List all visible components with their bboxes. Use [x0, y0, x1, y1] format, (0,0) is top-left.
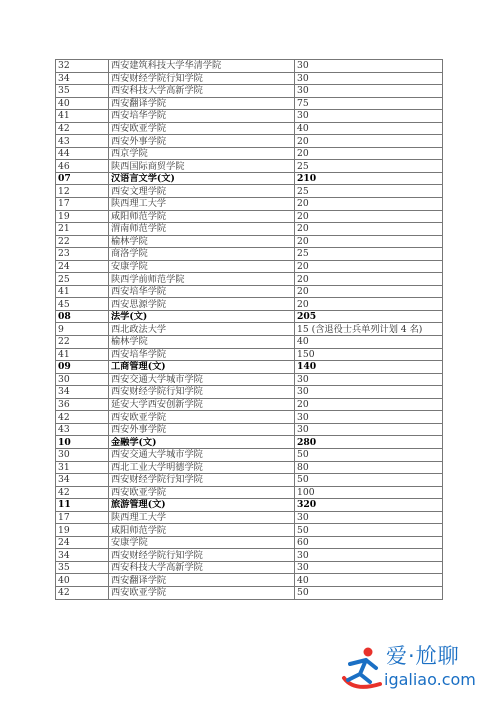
code-cell: 22 [56, 235, 109, 248]
school-cell: 西安财经学院行知学院 [109, 474, 295, 487]
school-cell: 西安文理学院 [109, 185, 295, 198]
count-cell: 40 [295, 574, 443, 587]
school-cell: 西安财经学院行知学院 [109, 72, 295, 85]
code-cell: 24 [56, 260, 109, 273]
count-cell: 100 [295, 486, 443, 499]
count-cell: 60 [295, 536, 443, 549]
code-cell: 43 [56, 135, 109, 148]
count-cell: 30 [295, 549, 443, 562]
count-cell: 30 [295, 110, 443, 123]
table-row [56, 373, 443, 386]
code-cell: 32 [56, 60, 109, 73]
table-row [56, 298, 443, 311]
count-cell: 30 [295, 386, 443, 399]
code-cell: 10 [56, 436, 109, 449]
code-cell: 9 [56, 323, 109, 336]
admission-quota-table [55, 59, 443, 600]
code-cell: 25 [56, 273, 109, 286]
school-cell: 西安外事学院 [109, 135, 295, 148]
school-cell: 咸阳师范学院 [109, 524, 295, 537]
count-cell: 20 [295, 210, 443, 223]
school-cell: 西安培华学院 [109, 348, 295, 361]
count-cell: 20 [295, 298, 443, 311]
school-cell: 榆林学院 [109, 235, 295, 248]
code-cell: 21 [56, 223, 109, 236]
count-cell: 30 [295, 511, 443, 524]
code-cell: 36 [56, 398, 109, 411]
count-cell: 30 [295, 373, 443, 386]
school-cell: 榆林学院 [109, 336, 295, 349]
count-cell: 80 [295, 461, 443, 474]
code-cell: 41 [56, 348, 109, 361]
count-cell: 40 [295, 336, 443, 349]
code-cell: 42 [56, 486, 109, 499]
count-cell: 50 [295, 586, 443, 599]
code-cell: 12 [56, 185, 109, 198]
school-cell: 西北工业大学明德学院 [109, 461, 295, 474]
code-cell: 41 [56, 110, 109, 123]
code-cell: 46 [56, 160, 109, 173]
school-cell: 安康学院 [109, 260, 295, 273]
watermark-url: igaliao.com [384, 670, 476, 689]
code-cell: 22 [56, 336, 109, 349]
table-row [56, 147, 443, 160]
major-header-row [56, 361, 443, 374]
school-cell: 汉语言文学(文) [109, 172, 295, 185]
table-row [56, 273, 443, 286]
school-cell: 工商管理(文) [109, 361, 295, 374]
table-row [56, 160, 443, 173]
major-header-row [56, 436, 443, 449]
table-row [56, 97, 443, 110]
table-row [56, 561, 443, 574]
count-cell: 20 [295, 260, 443, 273]
school-cell: 西安欧亚学院 [109, 122, 295, 135]
table-row [56, 135, 443, 148]
table-row [56, 386, 443, 399]
code-cell: 23 [56, 248, 109, 261]
code-cell: 19 [56, 210, 109, 223]
count-cell: 30 [295, 561, 443, 574]
count-cell: 205 [295, 310, 443, 323]
code-cell: 31 [56, 461, 109, 474]
table-row [56, 486, 443, 499]
table-row [56, 235, 443, 248]
school-cell: 陕西理工大学 [109, 511, 295, 524]
code-cell: 44 [56, 147, 109, 160]
code-cell: 40 [56, 97, 109, 110]
table-row [56, 248, 443, 261]
count-cell: 30 [295, 423, 443, 436]
school-cell: 咸阳师范学院 [109, 210, 295, 223]
count-cell: 50 [295, 474, 443, 487]
school-cell: 西北政法大学 [109, 323, 295, 336]
school-cell: 西安财经学院行知学院 [109, 386, 295, 399]
major-header-row [56, 499, 443, 512]
runner-logo-icon [340, 640, 384, 700]
code-cell: 08 [56, 310, 109, 323]
school-cell: 陕西学前师范学院 [109, 273, 295, 286]
table-row [56, 198, 443, 211]
count-cell: 15 (含退役士兵单列计划 4 名) [295, 323, 443, 336]
school-cell: 金融学(文) [109, 436, 295, 449]
school-cell: 西安培华学院 [109, 285, 295, 298]
school-cell: 延安大学西安创新学院 [109, 398, 295, 411]
table-row [56, 474, 443, 487]
code-cell: 42 [56, 586, 109, 599]
code-cell: 09 [56, 361, 109, 374]
school-cell: 西安欧亚学院 [109, 586, 295, 599]
count-cell: 20 [295, 135, 443, 148]
count-cell: 25 [295, 248, 443, 261]
table-row [56, 398, 443, 411]
table-row [56, 260, 443, 273]
code-cell: 30 [56, 448, 109, 461]
school-cell: 西安翻译学院 [109, 574, 295, 587]
code-cell: 42 [56, 122, 109, 135]
count-cell: 20 [295, 198, 443, 211]
watermark-logo [340, 640, 490, 700]
count-cell: 210 [295, 172, 443, 185]
count-cell: 30 [295, 411, 443, 424]
table-row [56, 574, 443, 587]
count-cell: 150 [295, 348, 443, 361]
school-cell: 西安交通大学城市学院 [109, 373, 295, 386]
table-row [56, 223, 443, 236]
school-cell: 西安交通大学城市学院 [109, 448, 295, 461]
table-row [56, 110, 443, 123]
school-cell: 西安外事学院 [109, 423, 295, 436]
code-cell: 11 [56, 499, 109, 512]
count-cell: 20 [295, 147, 443, 160]
code-cell: 19 [56, 524, 109, 537]
code-cell: 43 [56, 423, 109, 436]
code-cell: 30 [56, 373, 109, 386]
count-cell: 20 [295, 223, 443, 236]
school-cell: 渭南师范学院 [109, 223, 295, 236]
code-cell: 34 [56, 474, 109, 487]
table-row [56, 323, 443, 336]
code-cell: 34 [56, 386, 109, 399]
count-cell: 280 [295, 436, 443, 449]
count-cell: 50 [295, 448, 443, 461]
code-cell: 24 [56, 536, 109, 549]
count-cell: 20 [295, 398, 443, 411]
table-row [56, 448, 443, 461]
school-cell: 法学(文) [109, 310, 295, 323]
count-cell: 25 [295, 160, 443, 173]
school-cell: 西安欧亚学院 [109, 486, 295, 499]
watermark-text: 爱·尬聊 [386, 644, 460, 668]
count-cell: 40 [295, 122, 443, 135]
count-cell: 25 [295, 185, 443, 198]
table-row [56, 210, 443, 223]
table-row [56, 549, 443, 562]
school-cell: 西安思源学院 [109, 298, 295, 311]
count-cell: 30 [295, 85, 443, 98]
table-row [56, 122, 443, 135]
count-cell: 30 [295, 72, 443, 85]
code-cell: 41 [56, 285, 109, 298]
code-cell: 35 [56, 561, 109, 574]
school-cell: 西安欧亚学院 [109, 411, 295, 424]
count-cell: 50 [295, 524, 443, 537]
code-cell: 40 [56, 574, 109, 587]
school-cell: 西安建筑科技大学华清学院 [109, 60, 295, 73]
count-cell: 140 [295, 361, 443, 374]
table-row [56, 536, 443, 549]
count-cell: 320 [295, 499, 443, 512]
count-cell: 20 [295, 285, 443, 298]
school-cell: 旅游管理(文) [109, 499, 295, 512]
count-cell: 75 [295, 97, 443, 110]
table-row [56, 60, 443, 73]
school-cell: 西安翻译学院 [109, 97, 295, 110]
school-cell: 陕西理工大学 [109, 198, 295, 211]
code-cell: 42 [56, 411, 109, 424]
table-row [56, 85, 443, 98]
school-cell: 商洛学院 [109, 248, 295, 261]
table-row [56, 524, 443, 537]
major-header-row [56, 172, 443, 185]
table-row [56, 348, 443, 361]
table-row [56, 336, 443, 349]
code-cell: 07 [56, 172, 109, 185]
table-row [56, 511, 443, 524]
table-row [56, 72, 443, 85]
school-cell: 西京学院 [109, 147, 295, 160]
code-cell: 35 [56, 85, 109, 98]
table-body [56, 60, 443, 600]
school-cell: 西安科技大学高新学院 [109, 85, 295, 98]
code-cell: 17 [56, 511, 109, 524]
table-row [56, 423, 443, 436]
table-row [56, 185, 443, 198]
table-row [56, 411, 443, 424]
table-row [56, 586, 443, 599]
code-cell: 17 [56, 198, 109, 211]
code-cell: 45 [56, 298, 109, 311]
table-row [56, 461, 443, 474]
school-cell: 安康学院 [109, 536, 295, 549]
code-cell: 34 [56, 72, 109, 85]
school-cell: 陕西国际商贸学院 [109, 160, 295, 173]
count-cell: 20 [295, 273, 443, 286]
count-cell: 30 [295, 60, 443, 73]
table-row [56, 285, 443, 298]
school-cell: 西安培华学院 [109, 110, 295, 123]
school-cell: 西安财经学院行知学院 [109, 549, 295, 562]
count-cell: 20 [295, 235, 443, 248]
major-header-row [56, 310, 443, 323]
code-cell: 34 [56, 549, 109, 562]
school-cell: 西安科技大学高新学院 [109, 561, 295, 574]
